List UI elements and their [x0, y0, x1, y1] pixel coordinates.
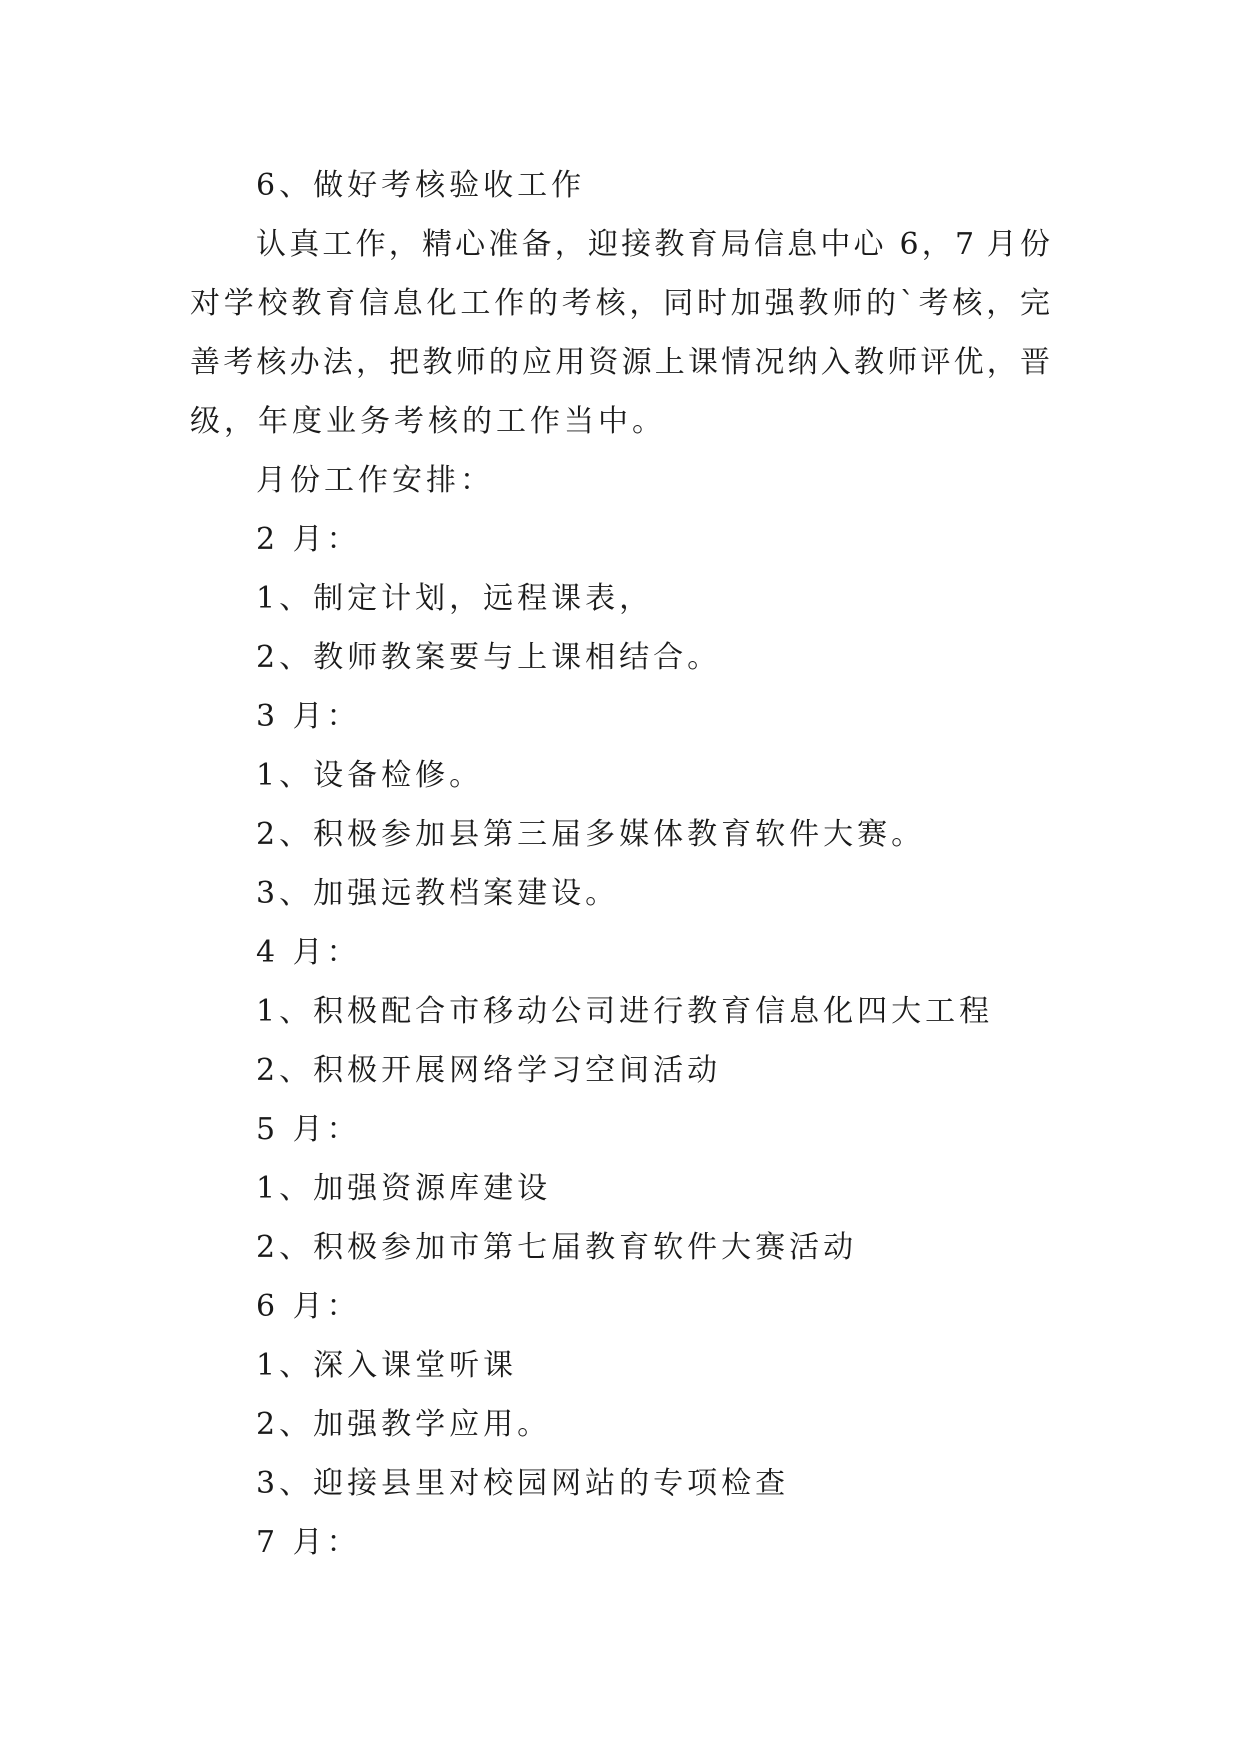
mar-item-2: 2、积极参加县第三届多媒体教育软件大赛。 — [256, 817, 926, 852]
month-label-jun: 6 月： — [256, 1289, 361, 1324]
month-label-feb: 2 月： — [256, 522, 361, 557]
schedule-heading: 月份工作安排： — [256, 463, 494, 498]
apr-item-2: 2、积极开展网络学习空间活动 — [256, 1053, 722, 1088]
section6-paragraph-line-3: 善考核办法，把教师的应用资源上课情况纳入教师评优，晋 — [190, 345, 1050, 380]
section6-heading: 6、做好考核验收工作 — [256, 168, 586, 203]
may-item-1: 1、加强资源库建设 — [256, 1171, 552, 1206]
jun-item-3: 3、迎接县里对校园网站的专项检查 — [256, 1466, 790, 1501]
month-label-mar: 3 月： — [256, 699, 361, 734]
section6-paragraph-line-4: 级，年度业务考核的工作当中。 — [190, 404, 666, 439]
may-item-2: 2、积极参加市第七届教育软件大赛活动 — [256, 1230, 858, 1265]
mar-item-3: 3、加强远教档案建设。 — [256, 876, 620, 911]
jun-item-1: 1、深入课堂听课 — [256, 1348, 518, 1383]
section6-paragraph-line-1: 认真工作，精心准备，迎接教育局信息中心 6，7 月份 — [256, 227, 1050, 262]
month-label-may: 5 月： — [256, 1112, 361, 1147]
month-label-jul: 7 月： — [256, 1525, 361, 1560]
feb-item-1: 1、制定计划，远程课表， — [256, 581, 654, 616]
month-label-apr: 4 月： — [256, 935, 361, 970]
apr-item-1: 1、积极配合市移动公司进行教育信息化四大工程 — [256, 994, 994, 1029]
feb-item-2: 2、教师教案要与上课相结合。 — [256, 640, 722, 675]
mar-item-1: 1、设备检修。 — [256, 758, 484, 793]
section6-paragraph-line-2: 对学校教育信息化工作的考核，同时加强教师的`考核，完 — [190, 286, 1050, 321]
jun-item-2: 2、加强教学应用。 — [256, 1407, 552, 1442]
